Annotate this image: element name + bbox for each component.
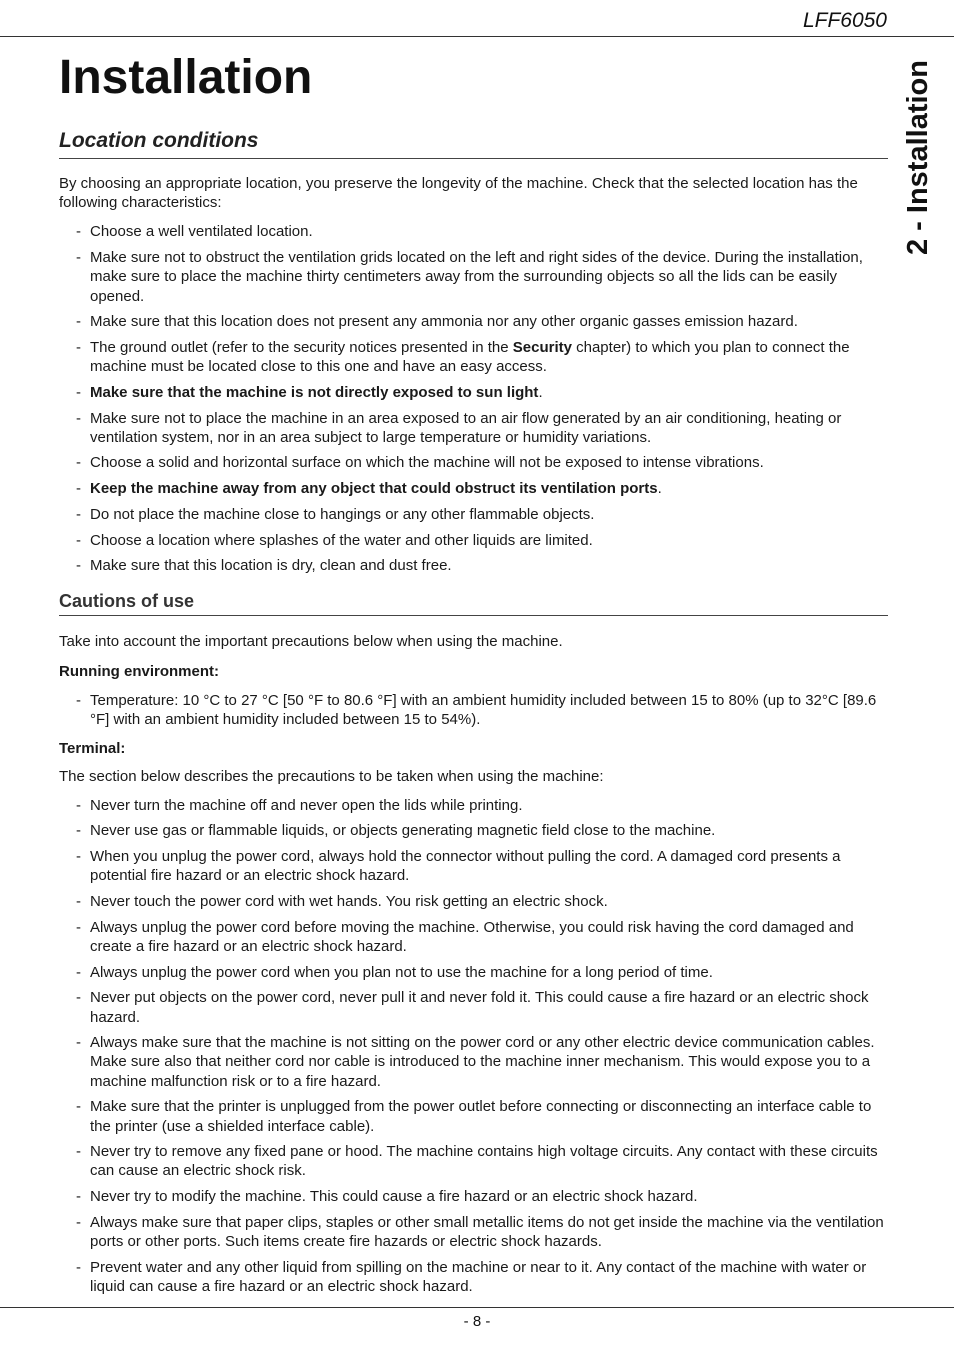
list-item: - Make sure that the printer is unplugged from the power outlet before connecting or disconnecting an interface cable to the printer (use a shielded interface cable). xyxy=(59,1097,888,1135)
list-item: - Never try to modify the machine. This could cause a fire hazard or an electric shock hazard. xyxy=(59,1187,888,1206)
list-item-text: The ground outlet (refer to the security notices presented in the xyxy=(90,338,513,356)
location-intro: By choosing an appropriate location, you preserve the longevity of the machine. Check that the selected location has the following characteristics: xyxy=(59,175,858,212)
section-heading-cautions: Cautions of use xyxy=(59,589,888,616)
list-item: - Make sure that this location is dry, clean and dust free. xyxy=(59,556,888,575)
list-item: - Never use gas or flammable liquids, or objects generating magnetic field close to the machine. xyxy=(59,821,888,840)
header-rule xyxy=(0,36,954,37)
list-item xyxy=(59,338,888,376)
list-item: - Make sure that this location does not present any ammonia nor any other organic gasses emission hazard. xyxy=(59,312,888,331)
footer-rule xyxy=(0,1307,954,1308)
model-name: LFF6050 xyxy=(802,9,887,32)
list-item-text: . xyxy=(657,480,662,498)
list-item: - Choose a solid and horizontal surface on which the machine will not be exposed to intense vibrations. xyxy=(59,453,888,472)
terminal-heading xyxy=(59,739,888,758)
section-heading-location: Location conditions xyxy=(59,127,888,159)
list-item: - Never put objects on the power cord, never pull it and never fold it. This could cause a fire hazard or an electric shock hazard. xyxy=(59,988,888,1026)
environment-list xyxy=(59,691,888,729)
terminal-intro: The section below describes the precautions to be taken when using the machine: xyxy=(59,768,604,786)
list-item: - Never turn the machine off and never open the lids while printing. xyxy=(59,796,888,815)
list-item: - Prevent water and any other liquid from spilling on the machine or near to it. Any contact of the machine with water or liquid can cause a fire hazard or an electric shock hazard. xyxy=(59,1258,888,1296)
list-item: - Always make sure that paper clips, staples or other small metallic items do not get inside the machine via the ventilation ports or other ports. Such items create fire hazards or electric shock hazards. xyxy=(59,1213,888,1251)
list-item xyxy=(59,479,888,498)
terminal-list xyxy=(59,796,888,1296)
list-item: - Always unplug the power cord when you plan not to use the machine for a long period of time. xyxy=(59,963,888,982)
list-item: - Choose a location where splashes of the water and other liquids are limited. xyxy=(59,531,888,550)
running-environment-heading xyxy=(59,662,888,681)
list-item: - Choose a well ventilated location. xyxy=(59,222,888,241)
list-item: - Make sure not to place the machine in an area exposed to an air flow generated by an air conditioning, heating or ventilation system, nor in an area subject to large temperature or humidity variations. xyxy=(59,409,888,447)
list-item-emphasis: Make sure that the machine is not directly exposed to sun light xyxy=(90,383,539,401)
list-item: - Never touch the power cord with wet hands. You risk getting an electric shock. xyxy=(59,892,888,911)
terminal-label: Terminal: xyxy=(59,740,126,758)
list-item: - Make sure not to obstruct the ventilation grids located on the left and right sides of the device. During the installation, make sure to place the machine thirty centimeters away from the surrounding objects so all the lids can be easily opened. xyxy=(59,248,888,306)
list-item: - Never try to remove any fixed pane or hood. The machine contains high voltage circuits. Any contact with these circuits can cause an electric shock risk. xyxy=(59,1142,888,1180)
running-environment-label: Running environment: xyxy=(59,662,219,680)
list-item: - Do not place the machine close to hangings or any other flammable objects. xyxy=(59,505,888,524)
list-item-emphasis: Security xyxy=(512,338,572,356)
list-item: - When you unplug the power cord, always hold the connector without pulling the cord. A damaged cord presents a potential fire hazard or an electric shock hazard. xyxy=(59,847,888,885)
cautions-intro: Take into account the important precautions below when using the machine. xyxy=(59,633,563,651)
list-item: - Temperature: 10 °C to 27 °C [50 °F to 80.6 °F] with an ambient humidity included between 15 to 80% (up to 32°C [89.6 °F] with an ambient humidity included between 15 to 54%). xyxy=(59,691,888,729)
page-number: - 8 - xyxy=(463,1313,491,1330)
list-item: - Always unplug the power cord before moving the machine. Otherwise, you could risk having the cord damaged and create a fire hazard or an electric shock hazard. xyxy=(59,918,888,956)
list-item-text: chapter) to which you plan to connect the machine must be located close to this one and have an easy access. xyxy=(90,338,850,376)
list-item-emphasis: Keep the machine away from any object that could obstruct its ventilation ports xyxy=(90,480,658,498)
page-content xyxy=(59,50,888,1296)
list-item xyxy=(59,383,888,402)
list-item-text: . xyxy=(538,383,543,401)
list-item: - Always make sure that the machine is not sitting on the power cord or any other electric device communication cables. Make sure also that neither cord nor cable is introduced to the machine inner mechanism. This would expose you to a machine malfunction risk or to a fire hazard. xyxy=(59,1033,888,1091)
location-list xyxy=(59,222,888,575)
page-title: Installation xyxy=(59,51,313,104)
chapter-tab: 2 - Installation xyxy=(902,60,934,255)
